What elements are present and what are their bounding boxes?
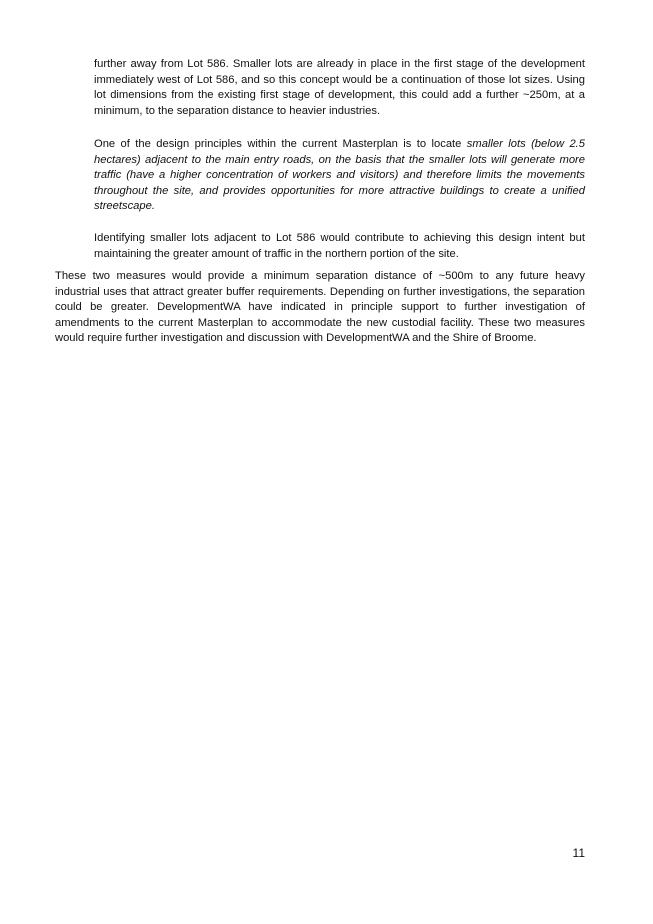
- paragraph-lot-separation: further away from Lot 586. Smaller lots are already in place in the first stage of the development immediately west of Lot 586, and so this concept would be a continuation of those lot sizes. Using lot dimensions from the existing first stage of development, this could add a further ~250m, at a minimum, to the separation distance to heavier industries.: [94, 58, 585, 117]
- design-principles-italic-text: smaller lots (below 2.5 hectares) adjacent to the main entry roads, on the basis that the smaller lots will generate more traffic (have a higher concentration of workers and visitors) and therefore limits the movements throughout the site, and provides opportunities for more attractive buildings to create a unified streetscape.: [94, 138, 585, 213]
- paragraph-design-principles: [94, 137, 585, 215]
- paragraph-smaller-lots: Identifying smaller lots adjacent to Lot 586 would contribute to achieving this design intent but maintaining the greater amount of traffic in the northern portion of the site.: [94, 232, 585, 260]
- paragraph-separation-summary: These two measures would provide a minimum separation distance of ~500m to any future heavy industrial uses that attract greater buffer requirements. Depending on further investigations, the separation could be greater. DevelopmentWA have indicated in principle support to further investigation of amendments to the current Masterplan to accommodate the new custodial facility. These two measures would require further investigation and discussion with DevelopmentWA and the Shire of Broome.: [55, 270, 585, 345]
- page-number: 11: [572, 846, 585, 860]
- design-principles-lead-text: One of the design principles within the current Masterplan is to locate: [94, 138, 467, 150]
